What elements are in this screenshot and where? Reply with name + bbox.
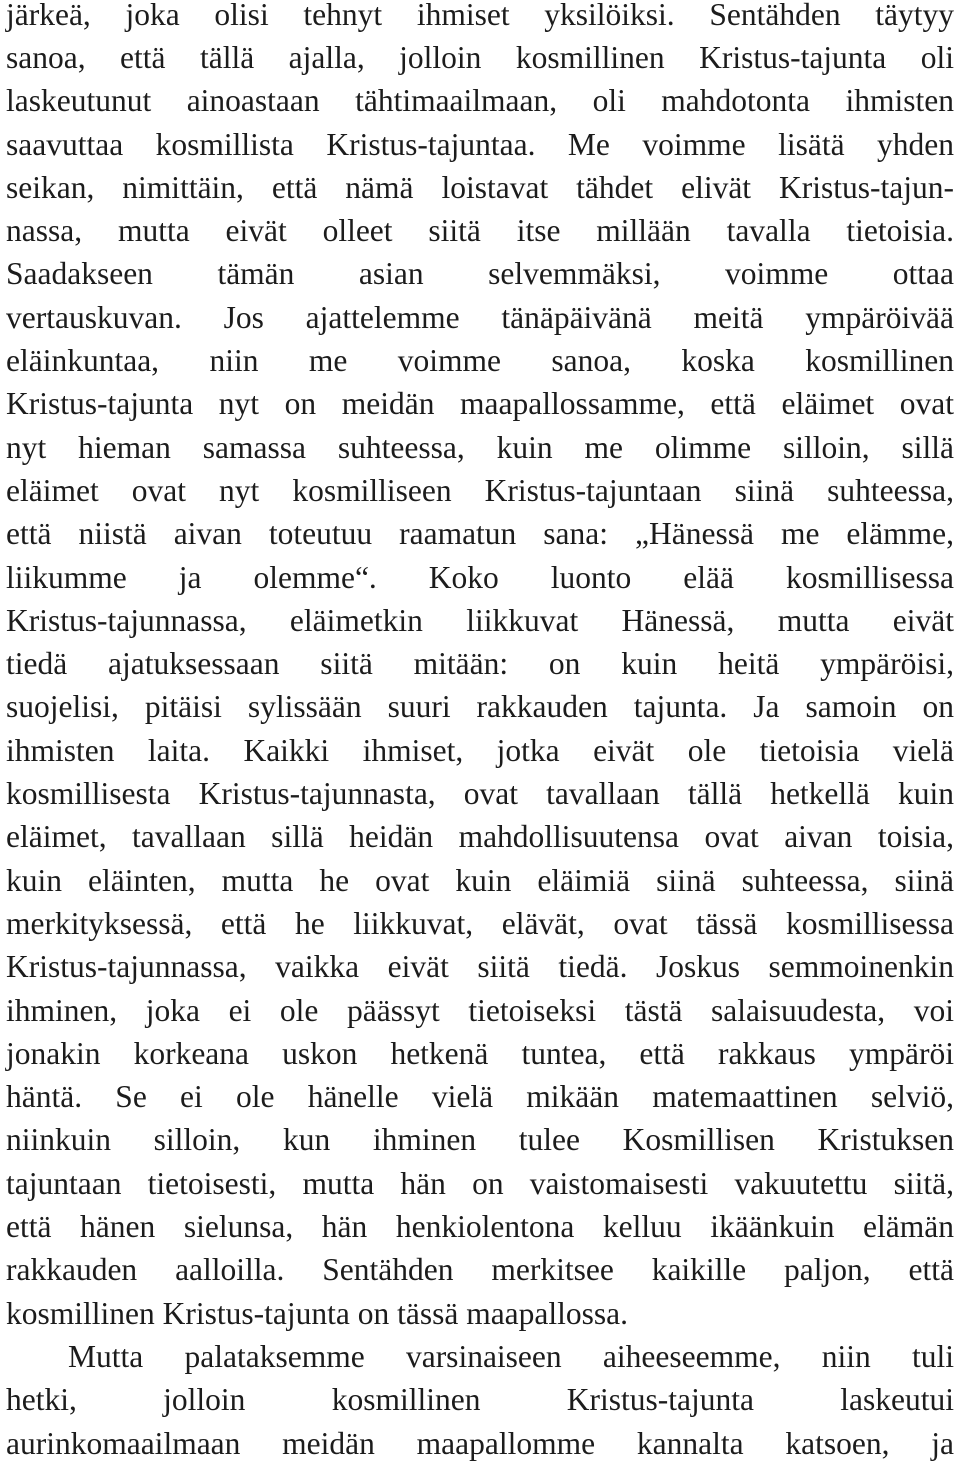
- text-line: aurinkomaailmaan meidän maapallomme kannalta katsoen, ja: [6, 1425, 954, 1461]
- paragraph-1: [6, 0, 954, 1335]
- text-line: liikumme ja olemme“. Koko luonto elää kosmillisessa: [6, 559, 954, 595]
- text-line: suojelisi, pitäisi sylissään suuri rakkauden tajunta. Ja samoin on: [6, 689, 954, 725]
- text-line: että niistä aivan toteutuu raamatun sana: „Hänessä me elämme,: [6, 516, 954, 552]
- text-line: ihmisten laita. Kaikki ihmiset, jotka eivät ole tietoisia vielä: [6, 732, 954, 768]
- text-line: Saadakseen tämän asian selvemmäksi, voimme ottaa: [6, 256, 954, 292]
- text-line: eläinkuntaa, niin me voimme sanoa, koska kosmillinen: [6, 343, 954, 379]
- text-line: Kristus-tajunnassa, eläimetkin liikkuvat Hänessä, mutta eivät: [6, 602, 954, 638]
- text-line: saavuttaa kosmillista Kristus-tajuntaa. Me voimme lisätä yhden: [6, 126, 954, 162]
- text-line: eläimet ovat nyt kosmilliseen Kristus-tajuntaan siinä suhteessa,: [6, 472, 954, 508]
- text-line: kosmillinen Kristus-tajunta on tässä maapallossa.: [6, 1295, 629, 1331]
- text-line: eläimet, tavallaan sillä heidän mahdollisuutensa ovat aivan toisia,: [6, 819, 954, 855]
- text-line: niinkuin silloin, kun ihminen tulee Kosmillisen Kristuksen: [6, 1122, 954, 1158]
- text-line: nassa, mutta eivät olleet siitä itse millään tavalla tietoisia.: [6, 213, 954, 249]
- text-line: että hänen sielunsa, hän henkiolentona kelluu ikäänkuin elämän: [6, 1209, 954, 1245]
- text-line: Kristus-tajunta nyt on meidän maapallossamme, että eläimet ovat: [6, 386, 954, 422]
- text-line: tiedä ajatuksessaan siitä mitään: on kuin heitä ympäröisi,: [6, 646, 954, 682]
- paragraph-2: [6, 1335, 954, 1465]
- text-line: vertauskuvan. Jos ajattelemme tänäpäivänä meitä ympäröivää: [6, 299, 954, 335]
- text-line: jonakin korkeana uskon hetkenä tuntea, että rakkaus ympäröi: [6, 1035, 954, 1071]
- text-line: ihminen, joka ei ole päässyt tietoiseksi tästä salaisuudesta, voi: [6, 992, 954, 1028]
- text-line: seikan, nimittäin, että nämä loistavat tähdet elivät Kristus-tajun-: [6, 169, 954, 205]
- text-line: kosmillisesta Kristus-tajunnasta, ovat tavallaan tällä hetkellä kuin: [6, 776, 954, 812]
- text-line: kuin eläinten, mutta he ovat kuin eläimiä siinä suhteessa, siinä: [6, 862, 954, 898]
- text-line: hetki, jolloin kosmillinen Kristus-tajunta laskeutui: [6, 1382, 954, 1418]
- text-line: häntä. Se ei ole hänelle vielä mikään matemaattinen selviö,: [6, 1079, 954, 1115]
- text-line: sanoa, että tällä ajalla, jolloin kosmillinen Kristus-tajunta oli: [6, 40, 954, 75]
- text-line: Kristus-tajunnassa, vaikka eivät siitä tiedä. Joskus semmoinenkin: [6, 949, 954, 985]
- text-line: merkityksessä, että he liikkuvat, elävät, ovat tässä kosmillisessa: [6, 905, 954, 941]
- text-line: tajuntaan tietoisesti, mutta hän on vaistomaisesti vakuutettu siitä,: [6, 1165, 954, 1201]
- text-line: Mutta palataksemme varsinaiseen aiheeseemme, niin tuli: [68, 1338, 954, 1374]
- text-line: nyt hieman samassa suhteessa, kuin me olimme silloin, sillä: [6, 429, 954, 465]
- text-line: rakkauden aalloilla. Sentähden merkitsee kaikille paljon, että: [6, 1252, 954, 1288]
- document-page: [6, 0, 954, 1465]
- text-line: järkeä, joka olisi tehnyt ihmiset yksilöiksi. Sentähden täytyy: [6, 0, 954, 32]
- text-line: laskeutunut ainoastaan tähtimaailmaan, oli mahdotonta ihmisten: [6, 83, 954, 119]
